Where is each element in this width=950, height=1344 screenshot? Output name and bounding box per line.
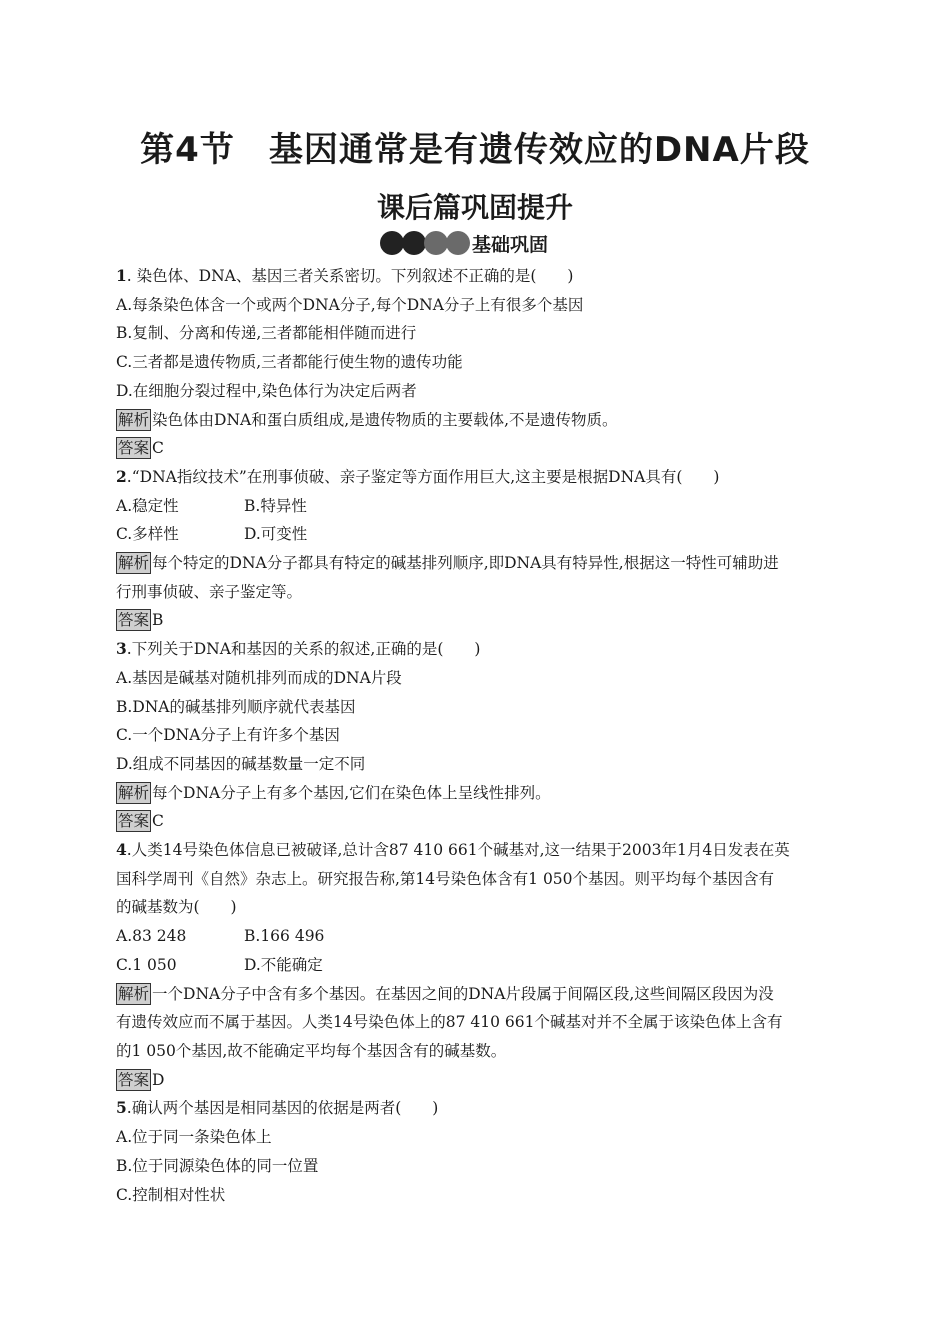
question-stem [116, 635, 836, 664]
answer-tag: 答案 [118, 1070, 150, 1089]
level-heading [380, 228, 548, 258]
question-stem-text: .确认两个基因是相同基因的依据是两者( ) [126, 1099, 439, 1118]
option-item: A.83 248 [116, 927, 187, 946]
question-stem [116, 893, 836, 922]
option-item: B.复制、分离和传递,三者都能相伴随而进行 [116, 324, 417, 343]
analysis-text: 染色体由DNA和蛋白质组成,是遗传物质的主要载体,不是遗传物质。 [152, 410, 618, 429]
option-item: A.位于同一条染色体上 [116, 1128, 272, 1147]
option-item: D.可变性 [244, 525, 308, 544]
analysis-line [116, 578, 836, 607]
page-title [0, 122, 950, 171]
option-item: A.稳定性 [116, 496, 179, 515]
difficulty-dots-icon [380, 231, 468, 255]
option-item: B.位于同源染色体的同一位置 [116, 1156, 319, 1175]
answer-value: B [152, 611, 164, 630]
analysis-line [116, 1037, 836, 1066]
option-item: A.每条染色体含一个或两个DNA分子,每个DNA分子上有很多个基因 [116, 295, 584, 314]
question-list [116, 262, 836, 1209]
question-stem [116, 865, 836, 894]
analysis-line [116, 406, 836, 435]
section-title: 基因通常是有遗传效应的DNA片段 [268, 130, 810, 170]
analysis-text: 的1 050个基因,故不能确定平均每个基因含有的碱基数。 [116, 1041, 507, 1060]
page-subtitle: 课后篇巩固提升 [376, 191, 573, 224]
analysis-tag: 解析 [118, 984, 150, 1003]
question-block [116, 635, 836, 836]
question-stem-text: .“DNA指纹技术”在刑事侦破、亲子鉴定等方面作用巨大,这主要是根据DNA具有( ) [126, 467, 720, 486]
answer-line [116, 434, 836, 463]
analysis-text: 每个DNA分子上有多个基因,它们在染色体上呈线性排列。 [152, 783, 551, 802]
analysis-line [116, 779, 836, 808]
answer-tag: 答案 [118, 439, 150, 458]
question-stem [116, 463, 836, 492]
question-number: 2 [116, 466, 127, 486]
question-stem-text: .人类14号染色体信息已被破译,总计含87 410 661个碱基对,这一结果于2003年1月4日发表在英 [126, 841, 790, 860]
question-stem-text: 的碱基数为( ) [116, 898, 237, 917]
option-row [116, 951, 836, 980]
answer-value: C [152, 812, 164, 831]
answer-value: D [152, 1070, 165, 1089]
analysis-text: 一个DNA分子中含有多个基因。在基因之间的DNA片段属于间隔区段,这些间隔区段因为没 [152, 984, 774, 1003]
option-item: C.多样性 [116, 525, 179, 544]
option-row [116, 492, 836, 521]
level-label: 基础巩固 [472, 233, 549, 256]
analysis-text: 行刑事侦破、亲子鉴定等。 [116, 582, 303, 601]
answer-tag: 答案 [118, 611, 150, 630]
question-block [116, 836, 836, 1094]
option-item: C.一个DNA分子上有许多个基因 [116, 726, 340, 745]
option-item: D.组成不同基因的碱基数量一定不同 [116, 754, 366, 773]
question-stem [116, 1094, 836, 1123]
analysis-tag: 解析 [118, 783, 150, 802]
option-item: A.基因是碱基对随机排列而成的DNA片段 [116, 668, 402, 687]
dot-icon [402, 231, 426, 255]
dot-icon [380, 231, 404, 255]
option-item: D.在细胞分裂过程中,染色体行为决定后两者 [116, 381, 417, 400]
answer-line [116, 807, 836, 836]
analysis-tag: 解析 [118, 410, 150, 429]
question-number: 5 [116, 1098, 127, 1118]
analysis-text: 每个特定的DNA分子都具有特定的碱基排列顺序,即DNA具有特异性,根据这一特性可辅助进 [152, 554, 779, 573]
question-block [116, 262, 836, 463]
question-stem [116, 262, 836, 291]
answer-line [116, 1066, 836, 1095]
option-item: B.特异性 [244, 496, 307, 515]
option-item: C.控制相对性状 [116, 1185, 226, 1204]
question-number: 3 [116, 639, 127, 659]
dot-icon [446, 231, 470, 255]
option-item: B.166 496 [244, 927, 325, 946]
question-stem-text: 国科学周刊《自然》杂志上。研究报告称,第14号染色体含有1 050个基因。则平均每个基因含有 [116, 869, 775, 888]
question-number: 4 [116, 840, 127, 860]
question-block [116, 1094, 836, 1209]
option-item: D.不能确定 [244, 955, 323, 974]
analysis-line [116, 980, 836, 1009]
question-stem-text: . 染色体、DNA、基因三者关系密切。下列叙述不正确的是( ) [126, 267, 574, 285]
option-item: C.1 050 [116, 955, 177, 974]
question-number: 1 [116, 266, 127, 285]
question-stem [116, 836, 836, 865]
analysis-text: 有遗传效应而不属于基因。人类14号染色体上的87 410 661个碱基对并不全属于该染色体上含有 [116, 1013, 783, 1032]
dot-icon [424, 231, 448, 255]
analysis-line [116, 549, 836, 578]
analysis-tag: 解析 [118, 554, 150, 573]
answer-line [116, 606, 836, 635]
answer-value: C [152, 439, 164, 458]
section-number: 第4节 [140, 130, 235, 170]
option-item: C.三者都是遗传物质,三者都能行使生物的遗传功能 [116, 353, 463, 372]
analysis-line [116, 1008, 836, 1037]
option-row [116, 922, 836, 951]
question-block [116, 463, 836, 635]
answer-tag: 答案 [118, 812, 150, 831]
option-row [116, 520, 836, 549]
question-stem-text: .下列关于DNA和基因的关系的叙述,正确的是( ) [126, 640, 481, 659]
option-item: B.DNA的碱基排列顺序就代表基因 [116, 697, 356, 716]
